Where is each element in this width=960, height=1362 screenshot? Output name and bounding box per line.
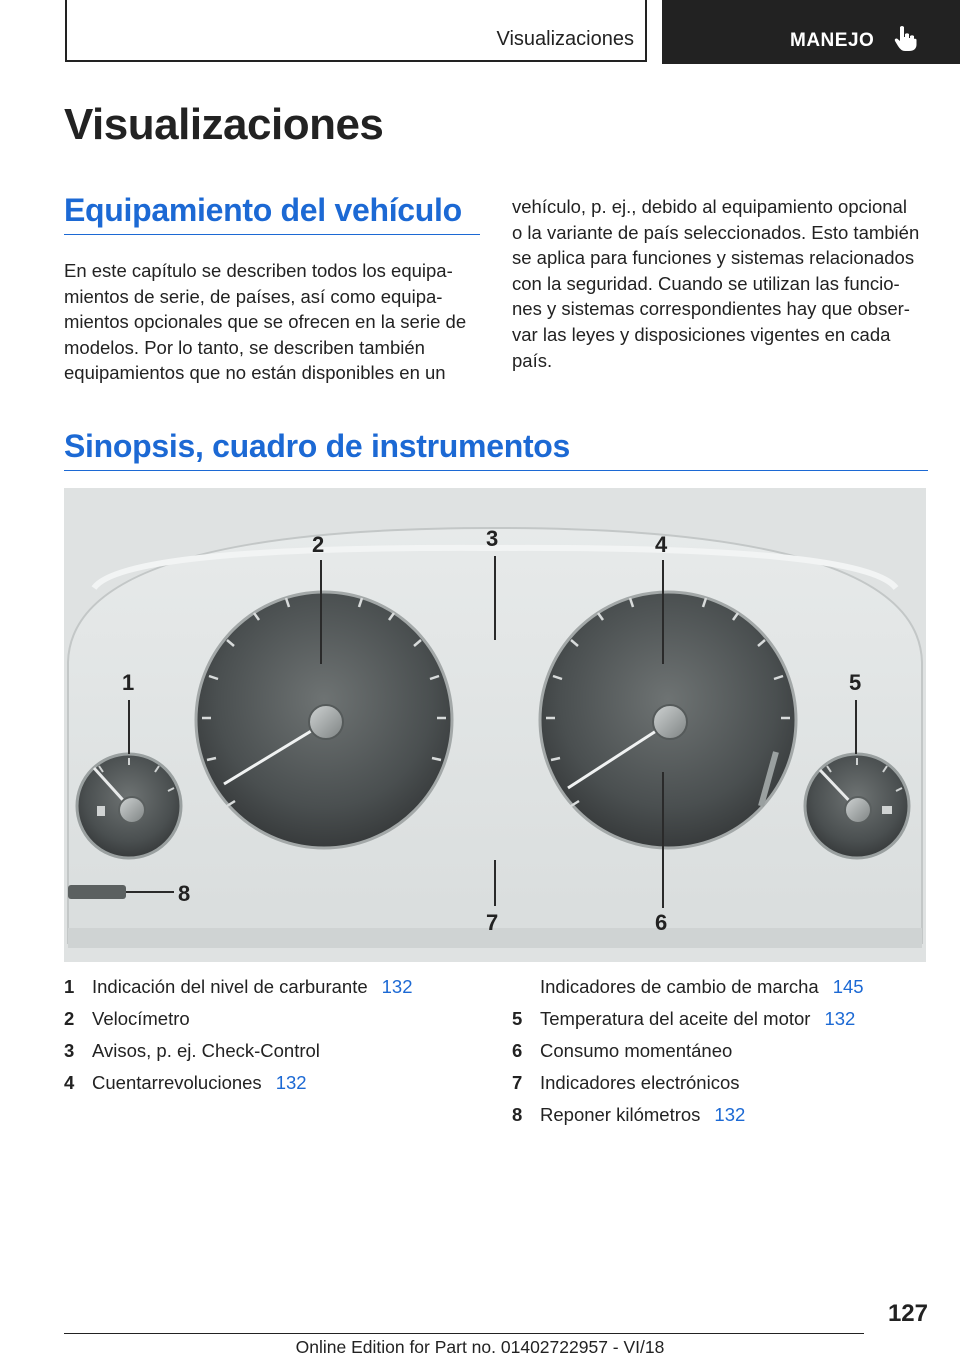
page-ref-link[interactable]: 132 [824, 1008, 856, 1029]
page-ref-link[interactable]: 132 [381, 976, 413, 997]
page-ref-link[interactable]: 132 [275, 1072, 307, 1093]
equipment-text-col2: vehículo, p. ej., debido al equipamiento opcional o la variante de país seleccionados. Esto también se aplica para funciones y sistemas relacionados con la seguridad. Cuando se utilizan las funcio- nes y sistemas correspondientes hay que obser- var las leyes y disposiciones vigentes en cada país. [512, 196, 920, 371]
list-item: 3 Avisos, p. ej. Check-Control [64, 1040, 320, 1061]
callout-6: 6 [655, 910, 668, 935]
list-item: 5 Temperatura del aceite del motor 132 [512, 1008, 856, 1029]
oil-can-icon [882, 806, 892, 814]
trip-reset-button [68, 885, 126, 899]
callout-5: 5 [849, 670, 862, 695]
list-item: 1 Indicación del nivel de carburante 132 [64, 976, 413, 997]
callout-3: 3 [486, 526, 499, 551]
section-heading-equipment: Equipamiento del vehículo [64, 192, 462, 228]
footer-edition: Online Edition for Part no. 01402722957 - VI/18 [295, 1337, 665, 1357]
equipment-text-col1: En este capítulo se describen todos los equipa- mientos de serie, de países, así como equipa- mientos opcionales que se ofrecen en la serie de modelos. Por lo tanto, se describen también equipamientos que no están disponibles en un [64, 260, 467, 384]
callout-7: 7 [486, 910, 499, 935]
pointing-hand-icon [894, 24, 918, 57]
list-item: 2 Velocímetro [64, 1008, 190, 1029]
footer-rule [64, 1333, 864, 1334]
legend-list-col2 [512, 971, 932, 1131]
list-item: 4 Cuentarrevoluciones 132 [64, 1072, 307, 1093]
section-rule-instruments [64, 470, 928, 471]
legend-list-col1 [64, 971, 484, 1099]
page-title: Visualizaciones [64, 100, 384, 149]
list-item: 7 Indicadores electrónicos [512, 1072, 740, 1093]
page-ref-link[interactable]: 145 [832, 976, 864, 997]
header-tab-label: MANEJO [790, 30, 875, 51]
section-rule-equipment [64, 234, 480, 235]
instrument-cluster-figure [64, 488, 926, 962]
page-number: 127 [887, 1300, 928, 1327]
callout-1: 1 [122, 670, 135, 695]
fuel-pump-icon [97, 806, 105, 816]
instrument-cluster-illustration [64, 488, 926, 962]
section-heading-instruments: Sinopsis, cuadro de instrumentos [64, 428, 571, 464]
list-item: 6 Consumo momentáneo [512, 1040, 733, 1061]
header-section-title: Visualizaciones [496, 28, 634, 50]
page-ref-link[interactable]: 132 [714, 1104, 746, 1125]
list-item: 8 Reponer kilómetros 132 [512, 1104, 746, 1125]
list-item: Indicadores de cambio de marcha 145 [540, 976, 864, 997]
callout-2: 2 [312, 532, 325, 557]
callout-8: 8 [178, 881, 191, 906]
callout-4: 4 [655, 532, 668, 557]
header-tab[interactable] [662, 0, 960, 64]
